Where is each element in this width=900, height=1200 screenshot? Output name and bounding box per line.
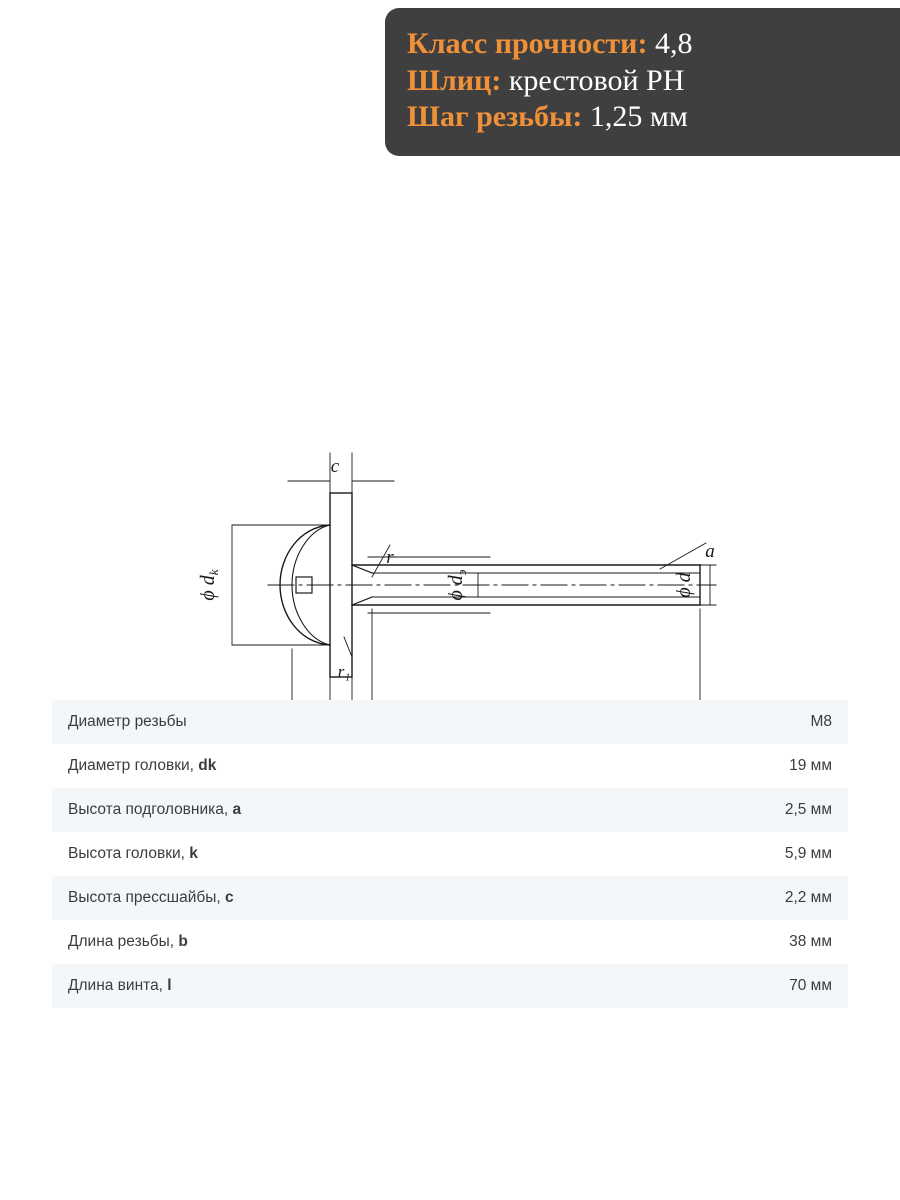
spec-param-symbol: l [167,977,172,994]
table-row [52,876,848,920]
spec-param-symbol: dk [198,757,217,774]
drawing-label-r: r [386,547,394,568]
info-label-drive-type: Шлиц: [407,63,502,97]
spec-param-thread-diameter [52,700,626,744]
info-value-drive-type: крестовой PH [508,63,685,97]
spec-param-symbol: k [189,845,198,862]
spec-value-head-diameter: 19 мм [789,757,832,774]
specifications-table-body [52,700,848,1008]
info-value-strength-class: 4,8 [654,27,693,60]
table-row [52,832,848,876]
drawing-label-dk: ϕ $d_k$ [197,569,221,601]
table-row [52,964,848,1008]
spec-param-symbol: c [225,889,234,906]
table-row [52,744,848,788]
spec-highlight-panel [385,8,900,156]
spec-param-label: Длина резьбы, [68,933,179,950]
spec-param-label: Диаметр головки, [68,757,199,774]
table-row [52,700,848,744]
spec-value-head-height: 5,9 мм [784,845,832,862]
info-value-thread-pitch: 1,25 мм [589,100,688,134]
spec-param-label: Диаметр резьбы [68,713,187,730]
specifications-table [52,700,848,1008]
info-label-thread-pitch: Шаг резьбы: [407,100,583,134]
spec-param-label: Высота головки, [68,845,190,862]
drawing-label-l: l [497,848,503,872]
spec-param-label: Высота подголовника, [68,801,233,818]
spec-param-label: Высота прессшайбы, [68,889,226,906]
info-row-strength-class [407,26,878,63]
spec-value-underhead-height: 2,5 мм [784,801,832,818]
spec-param-symbol: a [232,801,242,818]
spec-param-screw-length [52,964,626,1008]
info-row-drive-type [407,63,878,100]
spec-param-washer-height [52,876,626,920]
drawing-label-a-bottom: a [356,788,368,812]
spec-param-thread-length [52,920,626,964]
spec-value-thread-length: 38 мм [789,933,832,950]
spec-param-symbol: b [178,933,188,950]
spec-value-washer-height: 2,2 мм [784,889,832,906]
spec-param-head-height [52,832,626,876]
info-label-strength-class: Класс прочности: [407,27,648,60]
spec-param-label: Длина винта, [68,977,168,994]
drawing-label-c: c [330,456,340,477]
spec-param-underhead-height [52,788,626,832]
drawing-label-d: ϕ d [673,572,695,598]
drawing-label-a-top: a [705,541,715,562]
table-row [52,788,848,832]
info-row-thread-pitch [407,99,878,136]
drawing-label-r1: r₁ [337,662,351,681]
spec-value-thread-diameter: M8 [810,713,832,730]
spec-value-screw-length: 70 мм [789,977,832,994]
table-row [52,920,848,964]
spec-param-head-diameter [52,744,626,788]
drawing-label-da: ϕ $d_э$ [445,569,469,601]
drawing-label-k: k [313,850,323,874]
